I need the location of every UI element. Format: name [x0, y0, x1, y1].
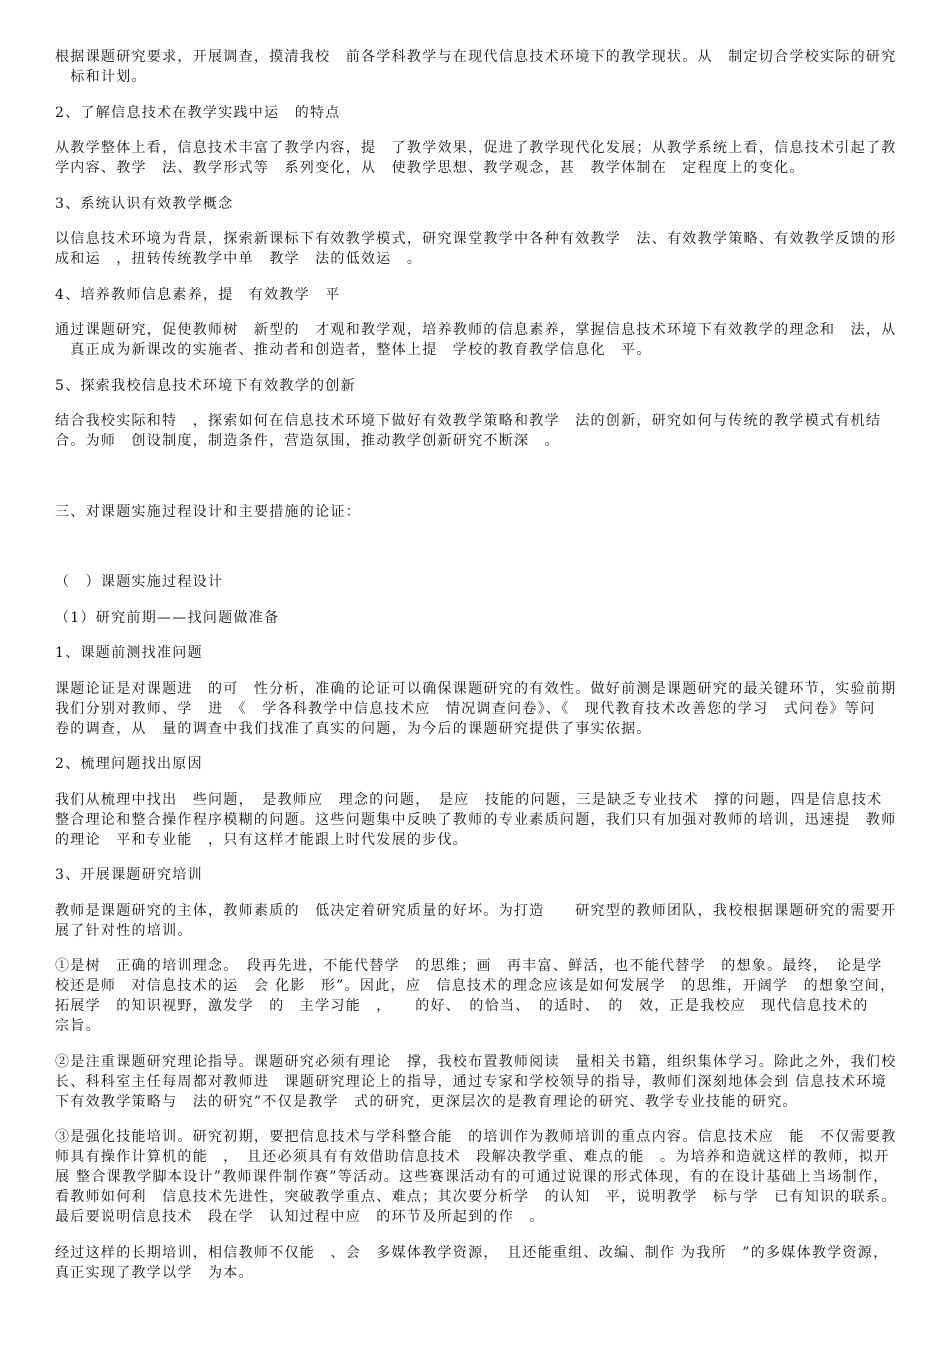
document-page: [55, 47, 905, 1298]
text-line: ③是强化技能培训。研究初期，要把信息技术与学科整合能 的培训作为教师培训的重点内容。信息技术应 能 不仅需要教: [55, 1129, 897, 1145]
text-line: 宗旨。: [55, 1018, 101, 1034]
text-line: 我们分别对教师、学 进 《 学各科教学中信息技术应 情况调查问卷》、《 现代教育技术改善您的学习 式问卷》等问: [55, 700, 876, 717]
text-line: 教师是课题研究的主体，教师素质的 低决定着研究质量的好坏。为打造 研究型的教师团队，我校根据课题研究的需要开: [55, 902, 897, 919]
objective-paragraph: [55, 138, 905, 178]
text-line: 看教师如何利 信息技术先进性，突破教学重点、难点；其次要分析学 的认知 平，说明教学 标与学 已有知识的联系。: [55, 1189, 897, 1205]
text-line: 的理论 平和专业能 ，只有这样才能跟上时代发展的步伐。: [55, 831, 469, 848]
text-line: 展 整合课教学脚本设计”教师课件制作赛”等活动。这些赛课活动有的可通过说课的形式体现，有的在设计基础上当场制作，: [55, 1169, 889, 1185]
text-line: 成和运 ，扭转传统教学中单 教学 法的低效运 。: [55, 251, 423, 267]
step-heading: [55, 865, 905, 885]
step-paragraph: [55, 901, 905, 941]
training-point-paragraph: [55, 956, 905, 1036]
objective-paragraph: [55, 411, 905, 451]
objective-heading: [55, 194, 905, 214]
objective-paragraph: [55, 229, 905, 269]
text-line: 我们从梳理中找出 些问题， 是教师应 理念的问题， 是应 技能的问题，三是缺乏专业技术 撑的问题，四是信息技术: [55, 791, 883, 808]
heading-text: 三、对课题实施过程设计和主要措施的论证：: [55, 503, 361, 520]
heading-text: 4、培养教师信息素养，提 有效教学 平: [55, 286, 341, 303]
heading-text: 1、课题前测找准问题: [55, 645, 203, 661]
text-line: 真正实现了教学以学 为本。: [55, 1264, 254, 1281]
step-heading: [55, 754, 905, 774]
text-line: 下有效教学策略与 法的研究”不仅是教学 式的研究，更深层次的是教育理论的研究、教学专业技能的研究。: [55, 1093, 798, 1110]
objective-paragraph: [55, 320, 905, 360]
objective-heading: [55, 376, 905, 396]
heading-text: 2、了解信息技术在教学实践中运 的特点: [55, 104, 341, 121]
step-heading: [55, 643, 905, 663]
heading-text: （ ）课题实施过程设计: [55, 574, 224, 590]
text-line: ②是注重课题研究理论指导。课题研究必须有理论 撑，我校布置教师阅读 量相关书籍，组织集体学习。除此之外，我们校: [55, 1053, 897, 1070]
text-line: 师具有操作计算机的能 ， 且还必须具有有效借助信息技术 段解决教学重、难点的能 。为培养和造就这样的教师，拟开: [55, 1149, 890, 1165]
text-line: 真正成为新课改的实施者、推动者和创造者，整体上提 学校的教育教学信息化 平。: [55, 342, 652, 358]
step-paragraph: [55, 679, 905, 739]
text-line: 以信息技术环境为背景，探索新课标下有效教学模式，研究课堂教学中各种有效教学 法、有效教学策略、有效教学反馈的形: [55, 231, 897, 247]
text-line: 经过这样的长期培训，相信教师不仅能 、会 多媒体教学资源， 且还能重组、改编、制作 为我所 ”的多媒体教学资源，: [55, 1244, 889, 1261]
objective-heading: [55, 103, 905, 123]
text-line: 展了针对性的培训。: [55, 922, 193, 939]
training-point-paragraph: [55, 1127, 905, 1227]
objective-heading: [55, 285, 905, 305]
text-line: 标和计划。: [55, 69, 147, 85]
text-line: 通过课题研究，促使教师树 新型的 才观和教学观，培养教师的信息素养，掌握信息技术环境下有效教学的理念和 法，从: [55, 322, 897, 338]
text-line: 从教学整体上看，信息技术丰富了教学内容，提 了教学效果，促进了教学现代化发展；从教学系统上看，信息技术引起了教: [55, 140, 897, 156]
heading-text: 3、系统认识有效教学概念: [55, 195, 234, 212]
subsection-heading: [55, 537, 905, 592]
step-paragraph: [55, 790, 905, 850]
text-line: 根据课题研究要求，开展调查，摸清我校 前各学科教学与在现代信息技术环境下的教学现状。从 制定切合学校实际的研究: [55, 49, 897, 65]
text-line: 拓展学 的知识视野，激发学 的 主学习能 ， 的好、 的恰当、 的适时、 的 效，正是我校应 现代信息技术的: [55, 998, 869, 1014]
text-line: 课题论证是对课题进 的可 性分析，准确的论证可以确保课题研究的有效性。做好前测是课题研究的最关键环节，实验前期: [55, 680, 897, 697]
training-point-paragraph: [55, 1052, 905, 1112]
text-line: ①是树 正确的培训理念。 段再先进，不能代替学 的思维；画 再丰富、鲜活，也不能代替学 的想象。最终， 论是学: [55, 958, 883, 974]
text-line: 合。为师 创设制度，制造条件，营造氛围，推动教学创新研究不断深 。: [55, 433, 560, 449]
closing-paragraph: [55, 1243, 905, 1283]
text-line: 卷的调查，从 量的调查中我们找准了真实的问题，为今后的课题研究提供了事实依据。: [55, 720, 652, 737]
section-heading: [55, 467, 905, 522]
text-line: 结合我校实际和特 ，探索如何在信息技术环境下做好有效教学策略和教学 法的创新，研究如何与传统的教学模式有机结: [55, 413, 882, 429]
phase-heading: [55, 608, 905, 628]
heading-text: 5、探索我校信息技术环境下有效教学的创新: [55, 377, 356, 394]
text-line: 最后要说明信息技术 段在学 认知过程中应 的环节及所起到的作 。: [55, 1209, 545, 1225]
text-line: 长、科科室主任每周都对教师进 课题研究理论上的指导，通过专家和学校领导的指导，教师们深刻地体会到 信息技术环境: [55, 1073, 887, 1090]
intro-paragraph: [55, 47, 905, 87]
text-line: 整合理论和整合操作程序模糊的问题。这些问题集中反映了教师的专业素质问题，我们只有加强对教师的培训，迅速提 教师: [55, 811, 897, 828]
heading-text: 2、梳理问题找出原因: [55, 756, 203, 772]
heading-text: 3、开展课题研究培训: [55, 867, 203, 883]
text-line: 学内容、教学 法、教学形式等 系列变化，从 使教学思想、教学观念，甚 教学体制在 定程度上的变化。: [55, 160, 805, 176]
text-line: 校还是师 对信息技术的运 会 化影 形”。因此，应 信息技术的理念应该是如何发展学 的思维，开阔学 的想象空间，: [55, 978, 896, 994]
heading-text: （1）研究前期——找问题做准备: [55, 609, 280, 626]
